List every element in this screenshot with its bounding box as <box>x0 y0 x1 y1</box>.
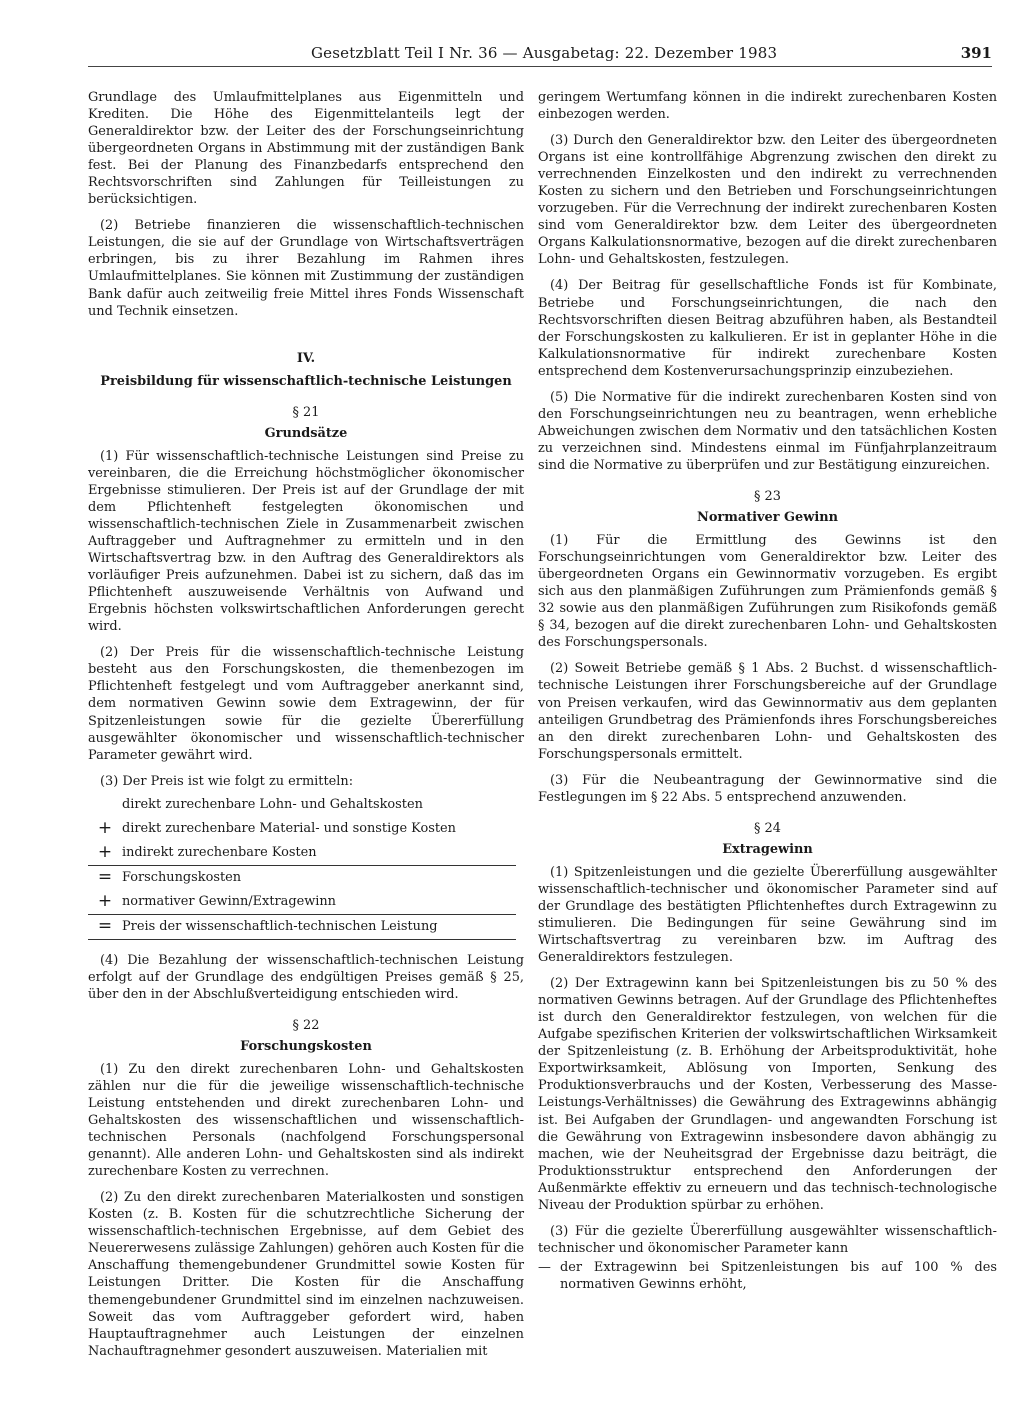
paragraph-title: Forschungskosten <box>240 1038 372 1054</box>
list-item-text: der Extragewinn bei Spitzenleistungen bis auf 100 % des normativen Gewinns erhöht, <box>560 1259 997 1292</box>
paragraph: (3) Durch den Generaldirektor bzw. den Leiter des übergeordneten Organs ist eine kontrollfähige Abgrenzung zwischen den direkt zu verrechnenden Einzelkosten und den indirekt zu verrechnenden Kosten zu sichern und den Betrieben und Forschungseinrichtungen vorzugeben. Für die Verrechnung der indirekt zurechenbaren Kosten sind vom Generaldirektor bzw. dem Leiter des übergeordneten Organs Kalkulationsnormative, bezogen auf die direkt zurechenbaren Lohn- und Gehaltskosten, festzulegen. <box>538 133 997 268</box>
list-item <box>538 1259 997 1293</box>
paragraph: (4) Der Beitrag für gesellschaftliche Fonds ist für Kombinate, Betriebe und Forschungseinrichtungen, die nach den Rechtsvorschriften diesen Beitrag abzuführen haben, als Bestandteil der Forschungskosten zu kalkulieren. Er ist in geplanter Höhe in die Kalkulationsnormative für indirekt zurechenbare Kosten entsprechend dem Kostenverursachungsprinzip einzubeziehen. <box>538 278 997 379</box>
formula-row <box>88 865 516 890</box>
formula-row <box>88 914 516 940</box>
paragraph: geringem Wertumfang können in die indirekt zurechenbaren Kosten einbezogen werden. <box>538 90 997 123</box>
header-rule <box>88 66 992 67</box>
formula-operator: + <box>97 818 113 839</box>
paragraph: (2) Betriebe finanzieren die wissenschaftlich-technischen Leistungen, die sie auf der Grundlage von Wirtschaftsverträgen erbringen, bis zu ihrer Bezahlung im Rahmen ihres Umlaufmittelplanes. Sie können mit Zustimmung der zuständigen Bank dafür auch zeitweilig freie Mittel ihres Fonds Wissenschaft und Technik einsetzen. <box>88 218 524 319</box>
formula-operator: + <box>97 842 113 863</box>
right-column <box>538 89 997 1293</box>
paragraph: (3) Für die Neubeantragung der Gewinnormative sind die Festlegungen im § 22 Abs. 5 entsprechend anzuwenden. <box>538 772 997 805</box>
formula-term: Preis der wissenschaftlich-technischen Leistung <box>122 919 438 935</box>
paragraph: (1) Für wissenschaftlich-technische Leistungen sind Preise zu vereinbaren, die die Erreichung höchstmöglicher ökonomischer Ergebnisse stimulieren. Der Preis ist auf der Grundlage der mit dem Pflichtenheft festgelegten ökonomischen und wissenschaftlich-technischen Ziele in Zusammenarbeit zwischen Auftraggeber und Auftragnehmer zu ermitteln und in den Wirtschaftsvertrag bzw. in den Auftrag des Generaldirektors als vorläufiger Preis aufzunehmen. Dabei ist zu sichern, daß das im Pflichtenheft auszuweisende Verhältnis von Aufwand und Ergebnis höchsten volkswirtschaftlichen Anforderungen gerecht wird. <box>88 448 524 635</box>
paragraph: (1) Für die Ermittlung des Gewinns ist den Forschungseinrichtungen vom Generaldirektor bzw. Leiter des übergeordneten Organs ein Gewinnormativ vorzugeben. Es ergibt sich aus den planmäßigen Zuführungen zum Prämienfonds gemäß § 32 sowie aus den planmäßigen Zuführungen zum Risikofonds gemäß § 34, bezogen auf die direkt zurechenbaren Lohn- und Gehaltskosten des Forschungspersonals. <box>538 533 997 651</box>
paragraph: (4) Die Bezahlung der wissenschaftlich-technischen Leistung erfolgt auf der Grundlage des endgültigen Preises gemäß § 25, über den in der Abschlußverteidigung entschieden wird. <box>88 952 524 1002</box>
section-title: Preisbildung für wissenschaftlich-technische Leistungen <box>100 373 512 389</box>
paragraph-number: § 23 <box>754 488 781 504</box>
left-column <box>88 89 524 1369</box>
paragraph: (2) Zu den direkt zurechenbaren Materialkosten und sonstigen Kosten (z. B. Kosten für die schutzrechtliche Sicherung der wissenschaftlich-technischen Ergebnisse, auf dem Gebiet des Neuererwesens zulässige Zahlungen) gehören auch Kosten für die Anschaffung themengebundener Grundmittel sowie Kosten für Leistungen Dritter. Die Kosten für die Anschaffung themengebundener Grundmittel sind im einzelnen nachzuweisen. Soweit das vom Auftraggeber gefordert wird, haben Hauptauftragnehmer auch Leistungen der einzelnen Nachauftragnehmer gesondert auszuweisen. Materialien mit <box>88 1190 524 1359</box>
paragraph: (1) Spitzenleistungen und die gezielte Übererfüllung ausgewählter wissenschaftlich-technischer und ökonomischer Parameter sind auf der Grundlage des bestätigten Pflichtenheftes durch Extragewinn zu stimulieren. Die Bedingungen für seine Gewährung sind im Wirtschaftsvertrag zu vereinbaren bzw. im Auftrag des Generaldirektors festzulegen. <box>538 864 997 966</box>
page-number: 391 <box>960 44 992 62</box>
paragraph: (3) Der Preis ist wie folgt zu ermitteln: <box>100 773 354 789</box>
paragraph-number: § 24 <box>754 820 781 836</box>
paragraph: (5) Die Normative für die indirekt zurechenbaren Kosten sind von den Forschungseinrichtungen neu zu beantragen, wenn erhebliche Abweichungen zwischen dem Normativ und den tatsächlichen Kosten zu verzeichnen sind. Mindestens einmal im Fünfjahrplanzeitraum sind die Normative zu überprüfen und zur Bestätigung einzureichen. <box>538 389 997 473</box>
formula-operator: = <box>97 867 113 888</box>
paragraph-title: Normativer Gewinn <box>697 510 838 526</box>
formula-term: direkt zurechenbare Material- und sonstige Kosten <box>122 821 456 837</box>
dash-marker: — <box>538 1259 551 1275</box>
paragraph-title: Extragewinn <box>722 841 813 857</box>
formula-row <box>88 793 516 817</box>
paragraph: (2) Der Preis für die wissenschaftlich-technische Leistung besteht aus den Forschungskosten, die themenbezogen im Pflichtenheft festgelegt und vom Auftraggeber anerkannt sind, dem normativen Gewinn sowie dem Extragewinn, der für Spitzenleistungen sowie für die gezielte Übererfüllung ausgewählter ökonomischer und wissenschaftlich-technischer Parameter gewährt wird. <box>88 645 524 763</box>
formula-term: Forschungskosten <box>122 870 242 886</box>
paragraph: Grundlage des Umlaufmittelplanes aus Eigenmitteln und Krediten. Die Höhe des Eigenmittelanteils legt der Generaldirektor bzw. der Leiter des der Forschungseinrichtung übergeordneten Organs in Abstimmung mit der zuständigen Bank fest. Bei der Planung des Finanzbedarfs entsprechend den Rechtsvorschriften sind Zahlungen für Teilleistungen zu berücksichtigen. <box>88 90 524 208</box>
paragraph: (3) Für die gezielte Übererfüllung ausgewählter wissenschaftlich-technischer und ökonomischer Parameter kann <box>538 1223 997 1256</box>
paragraph-number: § 22 <box>292 1017 320 1033</box>
formula-row <box>88 841 516 865</box>
section-number: IV. <box>296 350 316 366</box>
price-formula <box>88 793 516 940</box>
paragraph: (2) Soweit Betriebe gemäß § 1 Abs. 2 Buchst. d wissenschaftlich-technische Leistungen ihrer Forschungsbereiche auf der Grundlage von Preisen verkaufen, wird das Gewinnormativ aus dem geplanten anteiligen Grundbetrag des Prämienfonds ihres Forschungsbereiches an den direkt zurechenbaren Lohn- und Gehaltskosten des Forschungspersonals ermittelt. <box>538 661 997 762</box>
page-header <box>88 44 992 70</box>
paragraph-number: § 21 <box>292 404 320 420</box>
header-title: Gesetzblatt Teil I Nr. 36 — Ausgabetag: 22. Dezember 1983 <box>311 44 778 62</box>
paragraph-title: Grundsätze <box>264 425 348 441</box>
formula-operator: = <box>97 916 113 937</box>
formula-operator: + <box>97 891 113 912</box>
formula-term: direkt zurechenbare Lohn- und Gehaltskosten <box>122 797 423 813</box>
paragraph: (1) Zu den direkt zurechenbaren Lohn- und Gehaltskosten zählen nur die für die jeweilige wissenschaftlich-technische Leistung entstehenden und direkt zurechenbaren Lohn- und Gehaltskosten des wissenschaftlichen und wissenschaftlich-technischen Personals (nachfolgend Forschungspersonal genannt). Alle anderen Lohn- und Gehaltskosten sind als indirekt zurechenbare Kosten zu verrechnen. <box>88 1061 524 1180</box>
formula-term: indirekt zurechenbare Kosten <box>122 845 317 861</box>
formula-term: normativer Gewinn/Extragewinn <box>122 894 336 910</box>
formula-row <box>88 890 516 914</box>
formula-row <box>88 817 516 841</box>
paragraph: (2) Der Extragewinn kann bei Spitzenleistungen bis zu 50 % des normativen Gewinns betragen. Auf der Grundlage des Pflichtenheftes ist durch den Generaldirektor festzulegen, von welchen für die Aufgabe spezifischen Kriterien der volkswirtschaftlichen Wirksamkeit der Spitzenleistung (z. B. Erhöhung der Arbeitsproduktivität, hohe Exportwirksamkeit, Ablösung von Importen, Senkung des Produktionsverbrauchs und der Kosten, Verbesserung des Masse-Leistungs-Verhältnisses) die Gewährung des Extragewinns abhängig ist. Bei Aufgaben der Grundlagen- und angewandten Forschung ist die Gewährung von Extragewinn insbesondere davon abhängig zu machen, wie der Neuheitsgrad der Ergebnisse dazu beiträgt, die Produktionsstruktur entsprechend den Anforderungen der Außenmärkte effektiv zu erneuern und das technisch-technologische Niveau der Produktion spürbar zu erhöhen. <box>538 976 997 1213</box>
